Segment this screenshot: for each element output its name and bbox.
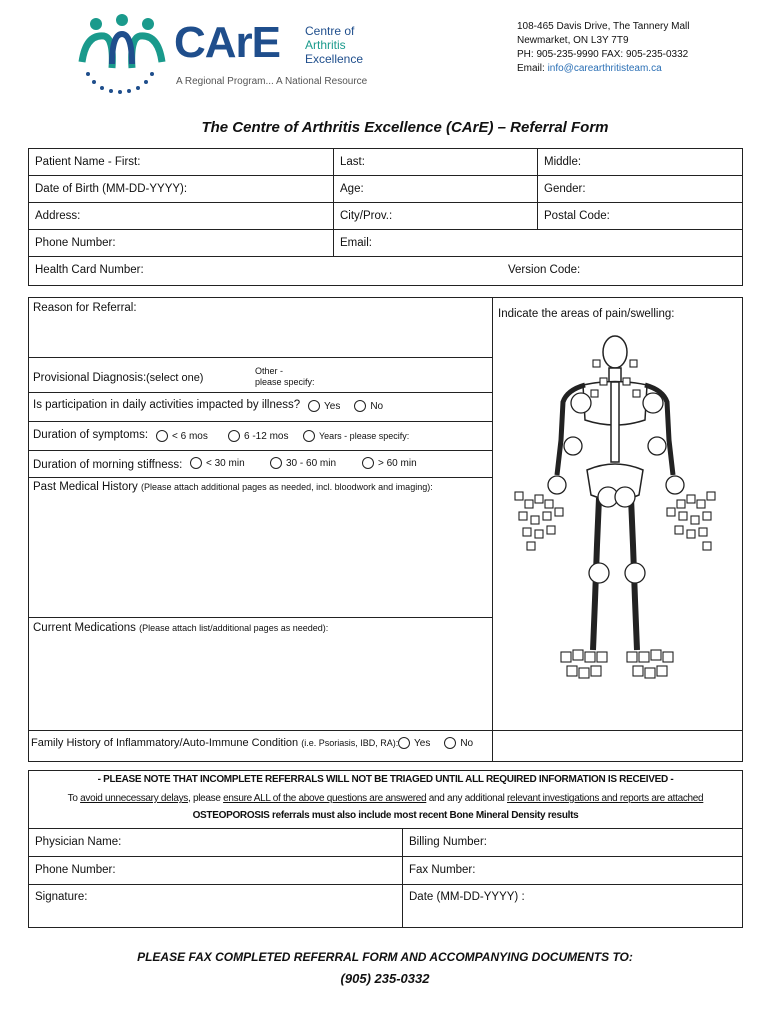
participation-yes-label: Yes bbox=[324, 400, 341, 412]
logo-main-text: CArE bbox=[174, 18, 281, 67]
family-history-label bbox=[31, 737, 398, 749]
stiffness-gt60-label: > 60 min bbox=[378, 457, 417, 469]
health-card-field[interactable]: Health Card Number: bbox=[35, 264, 144, 276]
version-code-field[interactable]: Version Code: bbox=[508, 264, 581, 276]
symptoms-6-12-radio[interactable] bbox=[228, 430, 240, 442]
physician-fax-field[interactable]: Fax Number: bbox=[409, 864, 476, 876]
city-field[interactable]: City/Prov.: bbox=[340, 210, 393, 222]
notice-line2-d: ensure ALL of the above questions are answered bbox=[223, 793, 427, 804]
footer-line1: PLEASE FAX COMPLETED REFERRAL FORM AND ACCOMPANYING DOCUMENTS TO: bbox=[137, 950, 633, 964]
medications-note: (Please attach list/additional pages as needed): bbox=[139, 623, 329, 633]
notice-line3: OSTEOPOROSIS referrals must also include most recent Bone Mineral Density results bbox=[192, 810, 579, 821]
participation-yes-radio[interactable] bbox=[308, 400, 320, 412]
stiffness-30-60-label: 30 - 60 min bbox=[286, 457, 337, 469]
family-yes-radio[interactable] bbox=[398, 737, 410, 749]
physician-name-field[interactable]: Physician Name: bbox=[35, 836, 122, 848]
please-specify-label[interactable]: please specify: bbox=[255, 377, 315, 387]
contact-block bbox=[517, 20, 690, 76]
skeleton-diagram bbox=[505, 330, 735, 690]
stiffness-gt60-radio[interactable] bbox=[362, 457, 374, 469]
family-history-note: (i.e. Psoriasis, IBD, RA): bbox=[301, 738, 399, 748]
age-field[interactable]: Age: bbox=[340, 183, 364, 195]
address-line1: 108-465 Davis Drive, The Tannery Mall bbox=[517, 21, 690, 32]
postal-field[interactable]: Postal Code: bbox=[544, 210, 610, 222]
email-field[interactable]: Email: bbox=[340, 237, 372, 249]
symptoms-years-radio[interactable] bbox=[303, 430, 315, 442]
stiffness-30-60-radio[interactable] bbox=[270, 457, 282, 469]
medications-label: Current Medications bbox=[33, 622, 136, 634]
gender-field[interactable]: Gender: bbox=[544, 183, 586, 195]
pmh-label: Past Medical History bbox=[33, 481, 138, 493]
pmh-field[interactable] bbox=[33, 481, 433, 493]
last-name-field[interactable]: Last: bbox=[340, 156, 365, 168]
phone-field[interactable]: Phone Number: bbox=[35, 237, 116, 249]
participation-question: Is participation in daily activities impacted by illness? bbox=[33, 399, 301, 411]
symptoms-lt6-radio[interactable] bbox=[156, 430, 168, 442]
morning-stiffness-label: Duration of morning stiffness: bbox=[33, 459, 183, 471]
symptoms-lt6-label: < 6 mos bbox=[172, 430, 208, 442]
physician-phone-field[interactable]: Phone Number: bbox=[35, 864, 116, 876]
notice-line2-f: relevant investigations and reports are attached bbox=[507, 793, 704, 804]
symptoms-6-12-label: 6 -12 mos bbox=[244, 430, 289, 442]
email-label: Email: bbox=[517, 63, 548, 74]
middle-name-field[interactable]: Middle: bbox=[544, 156, 582, 168]
pain-areas-label: Indicate the areas of pain/swelling: bbox=[498, 308, 675, 320]
notice-line2-b: avoid unnecessary delays bbox=[80, 793, 188, 804]
logo-sub-line3: Excellence bbox=[305, 52, 364, 66]
footer-fax-number: (905) 235-0332 bbox=[340, 971, 430, 986]
logo bbox=[78, 12, 378, 94]
first-name-field[interactable]: Patient Name - First: bbox=[35, 156, 141, 168]
logo-sub-line2: Arthritis bbox=[305, 38, 346, 52]
diagnosis-label: Provisional Diagnosis: bbox=[33, 372, 147, 384]
address-field[interactable]: Address: bbox=[35, 210, 81, 222]
family-no-radio[interactable] bbox=[444, 737, 456, 749]
other-label: Other - bbox=[255, 366, 284, 376]
address-line2: Newmarket, ON L3Y 7T9 bbox=[517, 35, 629, 46]
email-link[interactable]: info@carearthritisteam.ca bbox=[547, 63, 662, 74]
people-logo-icon bbox=[78, 12, 166, 94]
logo-sub-line1: Centre of bbox=[305, 24, 355, 38]
family-yes-label: Yes bbox=[414, 737, 431, 749]
date-field[interactable]: Date (MM-DD-YYYY) : bbox=[409, 891, 525, 903]
stiffness-lt30-radio[interactable] bbox=[190, 457, 202, 469]
phone-fax: PH: 905-235-9990 FAX: 905-235-0332 bbox=[517, 49, 689, 60]
reason-field[interactable]: Reason for Referral: bbox=[33, 302, 137, 314]
pmh-note: (Please attach additional pages as needed, incl. bloodwork and imaging): bbox=[141, 482, 433, 492]
billing-number-field[interactable]: Billing Number: bbox=[409, 836, 487, 848]
symptoms-years-label: Years - please specify: bbox=[319, 431, 410, 441]
logo-tagline: A Regional Program... A National Resource bbox=[176, 76, 368, 87]
signature-field[interactable]: Signature: bbox=[35, 891, 88, 903]
stiffness-lt30-label: < 30 min bbox=[206, 457, 245, 469]
diagnosis-select[interactable]: (select one) bbox=[146, 372, 204, 384]
medications-field[interactable] bbox=[33, 622, 328, 634]
notice-line2-c: , please bbox=[187, 793, 224, 804]
family-no-label: No bbox=[460, 737, 474, 749]
notice-line2-e: and any additional bbox=[426, 793, 508, 804]
notice-line2-a: To bbox=[67, 793, 81, 804]
dob-field[interactable]: Date of Birth (MM-DD-YYYY): bbox=[35, 183, 188, 195]
family-history-text: Family History of Inflammatory/Auto-Immune Condition bbox=[31, 737, 299, 749]
participation-no-radio[interactable] bbox=[354, 400, 366, 412]
notice-line1: - PLEASE NOTE THAT INCOMPLETE REFERRALS WILL NOT BE TRIAGED UNTIL ALL REQUIRED INFORMATION IS RECEIVED - bbox=[97, 774, 674, 785]
duration-symptoms-label: Duration of symptoms: bbox=[33, 429, 149, 441]
form-title: The Centre of Arthritis Excellence (CArE) – Referral Form bbox=[201, 119, 609, 136]
participation-no-label: No bbox=[370, 400, 384, 412]
notice-line2 bbox=[28, 793, 743, 804]
